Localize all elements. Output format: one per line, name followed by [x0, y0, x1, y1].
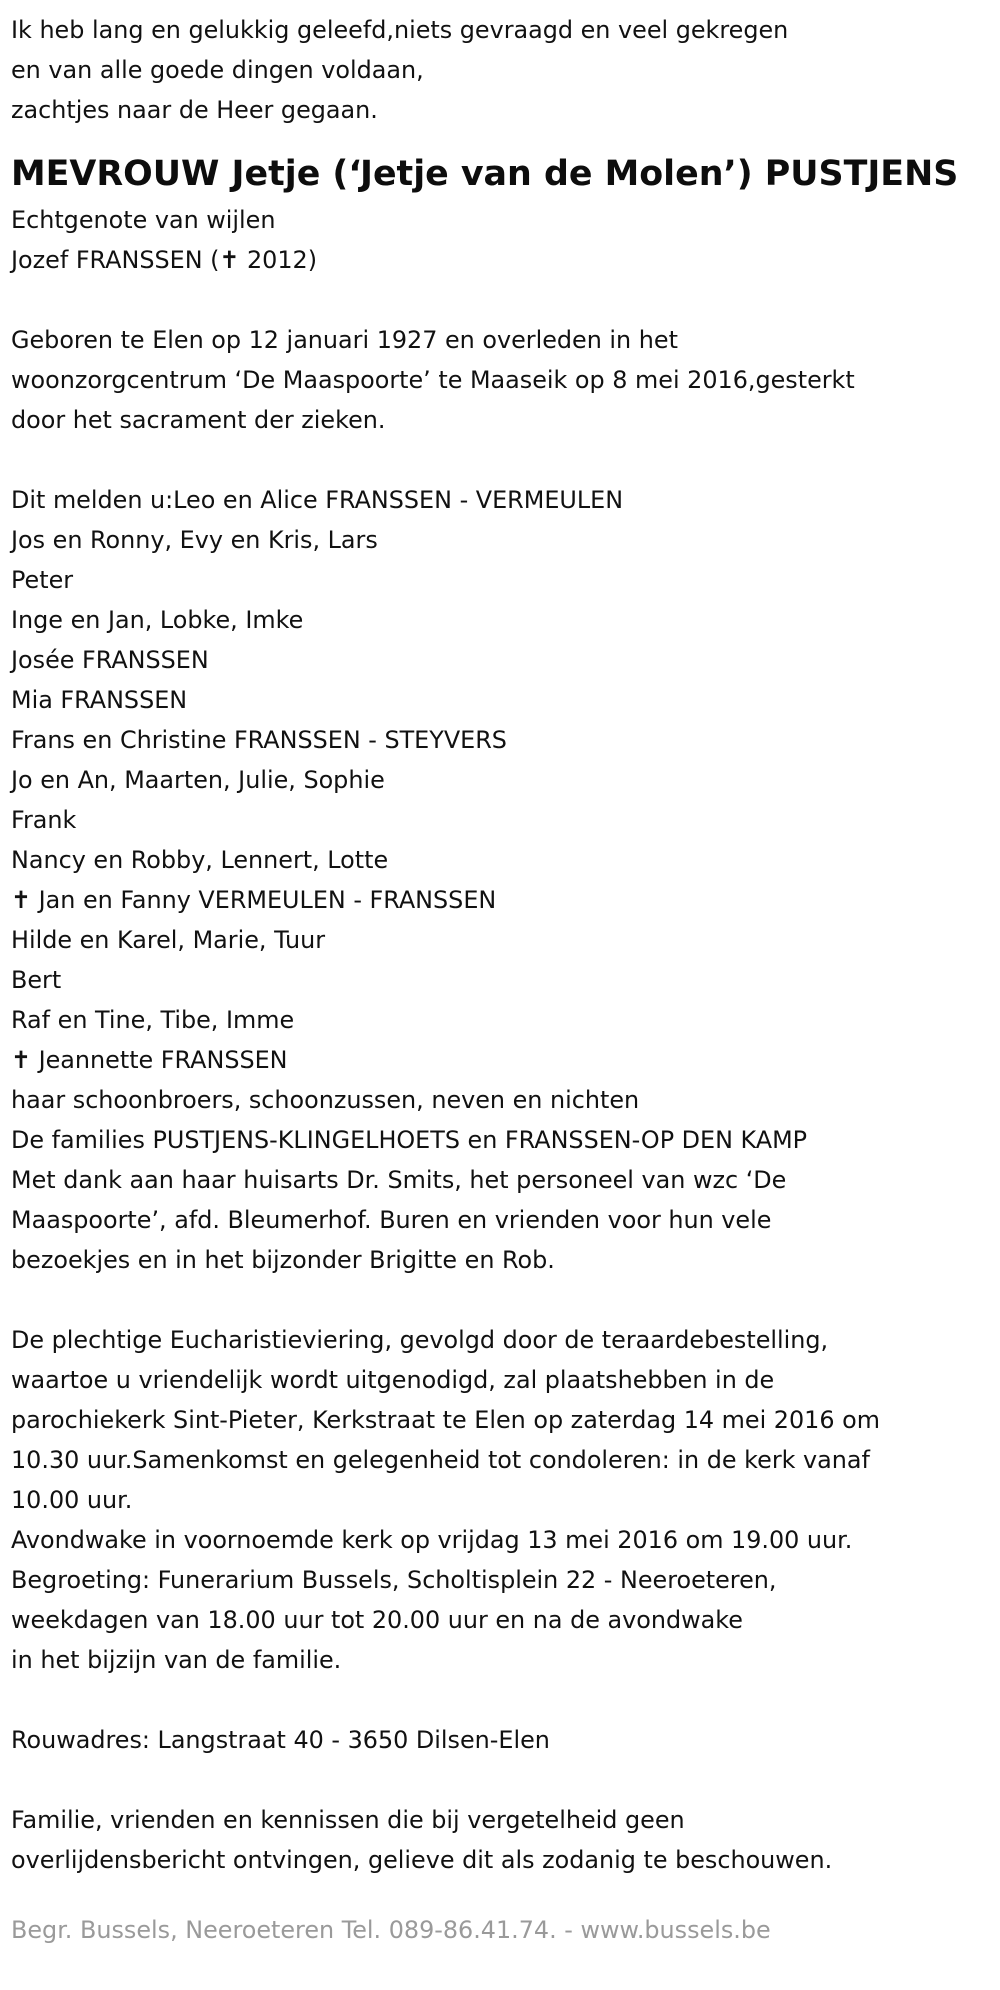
- family-line: Inge en Jan, Lobke, Imke: [11, 606, 304, 634]
- intro-line: en van alle goede dingen voldaan,: [11, 56, 424, 84]
- ceremony-section: [11, 1320, 991, 1680]
- birth-death-section: [11, 320, 991, 440]
- family-line: De families PUSTJENS-KLINGELHOETS en FRANSSEN-OP DEN KAMP: [11, 1126, 808, 1154]
- family-line: Mia FRANSSEN: [11, 686, 188, 714]
- family-line: haar schoonbroers, schoonzussen, neven en nichten: [11, 1086, 640, 1114]
- family-line: Bert: [11, 966, 62, 994]
- closing-section: [11, 1800, 991, 1880]
- ceremony-line: De plechtige Eucharistieviering, gevolgd door de teraardebestelling,: [11, 1326, 829, 1354]
- family-line: Jos en Ronny, Evy en Kris, Lars: [11, 526, 378, 554]
- ceremony-line: in het bijzijn van de familie.: [11, 1646, 342, 1674]
- ceremony-line: 10.30 uur.Samenkomst en gelegenheid tot condoleren: in de kerk vanaf: [11, 1446, 870, 1474]
- spacer: [11, 440, 991, 480]
- family-line: ✝ Jan en Fanny VERMEULEN - FRANSSEN: [11, 886, 497, 914]
- spacer: [11, 1680, 991, 1720]
- intro-line: zachtjes naar de Heer gegaan.: [11, 96, 378, 124]
- intro-line: Ik heb lang en gelukkig geleefd,niets gevraagd en veel gekregen: [11, 16, 789, 44]
- closing-line: Familie, vrienden en kennissen die bij vergetelheid geen: [11, 1806, 685, 1834]
- deceased-name-heading: MEVROUW Jetje (‘Jetje van de Molen’) PUSTJENS: [11, 154, 959, 194]
- family-line: Met dank aan haar huisarts Dr. Smits, het personeel van wzc ‘De: [11, 1166, 787, 1194]
- spouse-section: [11, 200, 991, 280]
- family-line: Jo en An, Maarten, Julie, Sophie: [11, 766, 385, 794]
- birth-death-line: Geboren te Elen op 12 januari 1927 en overleden in het: [11, 326, 678, 354]
- family-line: Frans en Christine FRANSSEN - STEYVERS: [11, 726, 507, 754]
- ceremony-line: Begroeting: Funerarium Bussels, Scholtisplein 22 - Neeroeteren,: [11, 1566, 777, 1594]
- spouse-line: Echtgenote van wijlen: [11, 206, 276, 234]
- family-line: Hilde en Karel, Marie, Tuur: [11, 926, 326, 954]
- birth-death-line: woonzorgcentrum ‘De Maaspoorte’ te Maaseik op 8 mei 2016,gesterkt: [11, 366, 855, 394]
- family-line: Nancy en Robby, Lennert, Lotte: [11, 846, 389, 874]
- spouse-line: Jozef FRANSSEN (✝ 2012): [11, 246, 318, 274]
- family-line: Raf en Tine, Tibe, Imme: [11, 1006, 295, 1034]
- family-line: Dit melden u:Leo en Alice FRANSSEN - VERMEULEN: [11, 486, 624, 514]
- ceremony-line: parochiekerk Sint-Pieter, Kerkstraat te Elen op zaterdag 14 mei 2016 om: [11, 1406, 880, 1434]
- family-line: bezoekjes en in het bijzonder Brigitte en Rob.: [11, 1246, 555, 1274]
- ceremony-line: waartoe u vriendelijk wordt uitgenodigd, zal plaatshebben in de: [11, 1366, 775, 1394]
- funeral-home-footer: Begr. Bussels, Neeroeteren Tel. 089-86.41.74. - www.bussels.be: [11, 1916, 771, 1944]
- family-line: ✝ Jeannette FRANSSEN: [11, 1046, 288, 1074]
- intro-poem: [11, 10, 991, 130]
- obituary-document: [11, 10, 991, 1950]
- family-line: Frank: [11, 806, 77, 834]
- birth-death-line: door het sacrament der zieken.: [11, 406, 386, 434]
- spacer: [11, 280, 991, 320]
- ceremony-line: 10.00 uur.: [11, 1486, 133, 1514]
- mourning-address: Rouwadres: Langstraat 40 - 3650 Dilsen-Elen: [11, 1726, 550, 1754]
- family-line: Josée FRANSSEN: [11, 646, 209, 674]
- ceremony-line: weekdagen van 18.00 uur tot 20.00 uur en na de avondwake: [11, 1606, 743, 1634]
- ceremony-line: Avondwake in voornoemde kerk op vrijdag 13 mei 2016 om 19.00 uur.: [11, 1526, 853, 1554]
- closing-line: overlijdensbericht ontvingen, gelieve dit als zodanig te beschouwen.: [11, 1846, 833, 1874]
- spacer: [11, 1280, 991, 1320]
- spacer: [11, 1760, 991, 1800]
- family-line: Peter: [11, 566, 74, 594]
- family-section: [11, 480, 991, 1280]
- family-line: Maaspoorte’, afd. Bleumerhof. Buren en vrienden voor hun vele: [11, 1206, 772, 1234]
